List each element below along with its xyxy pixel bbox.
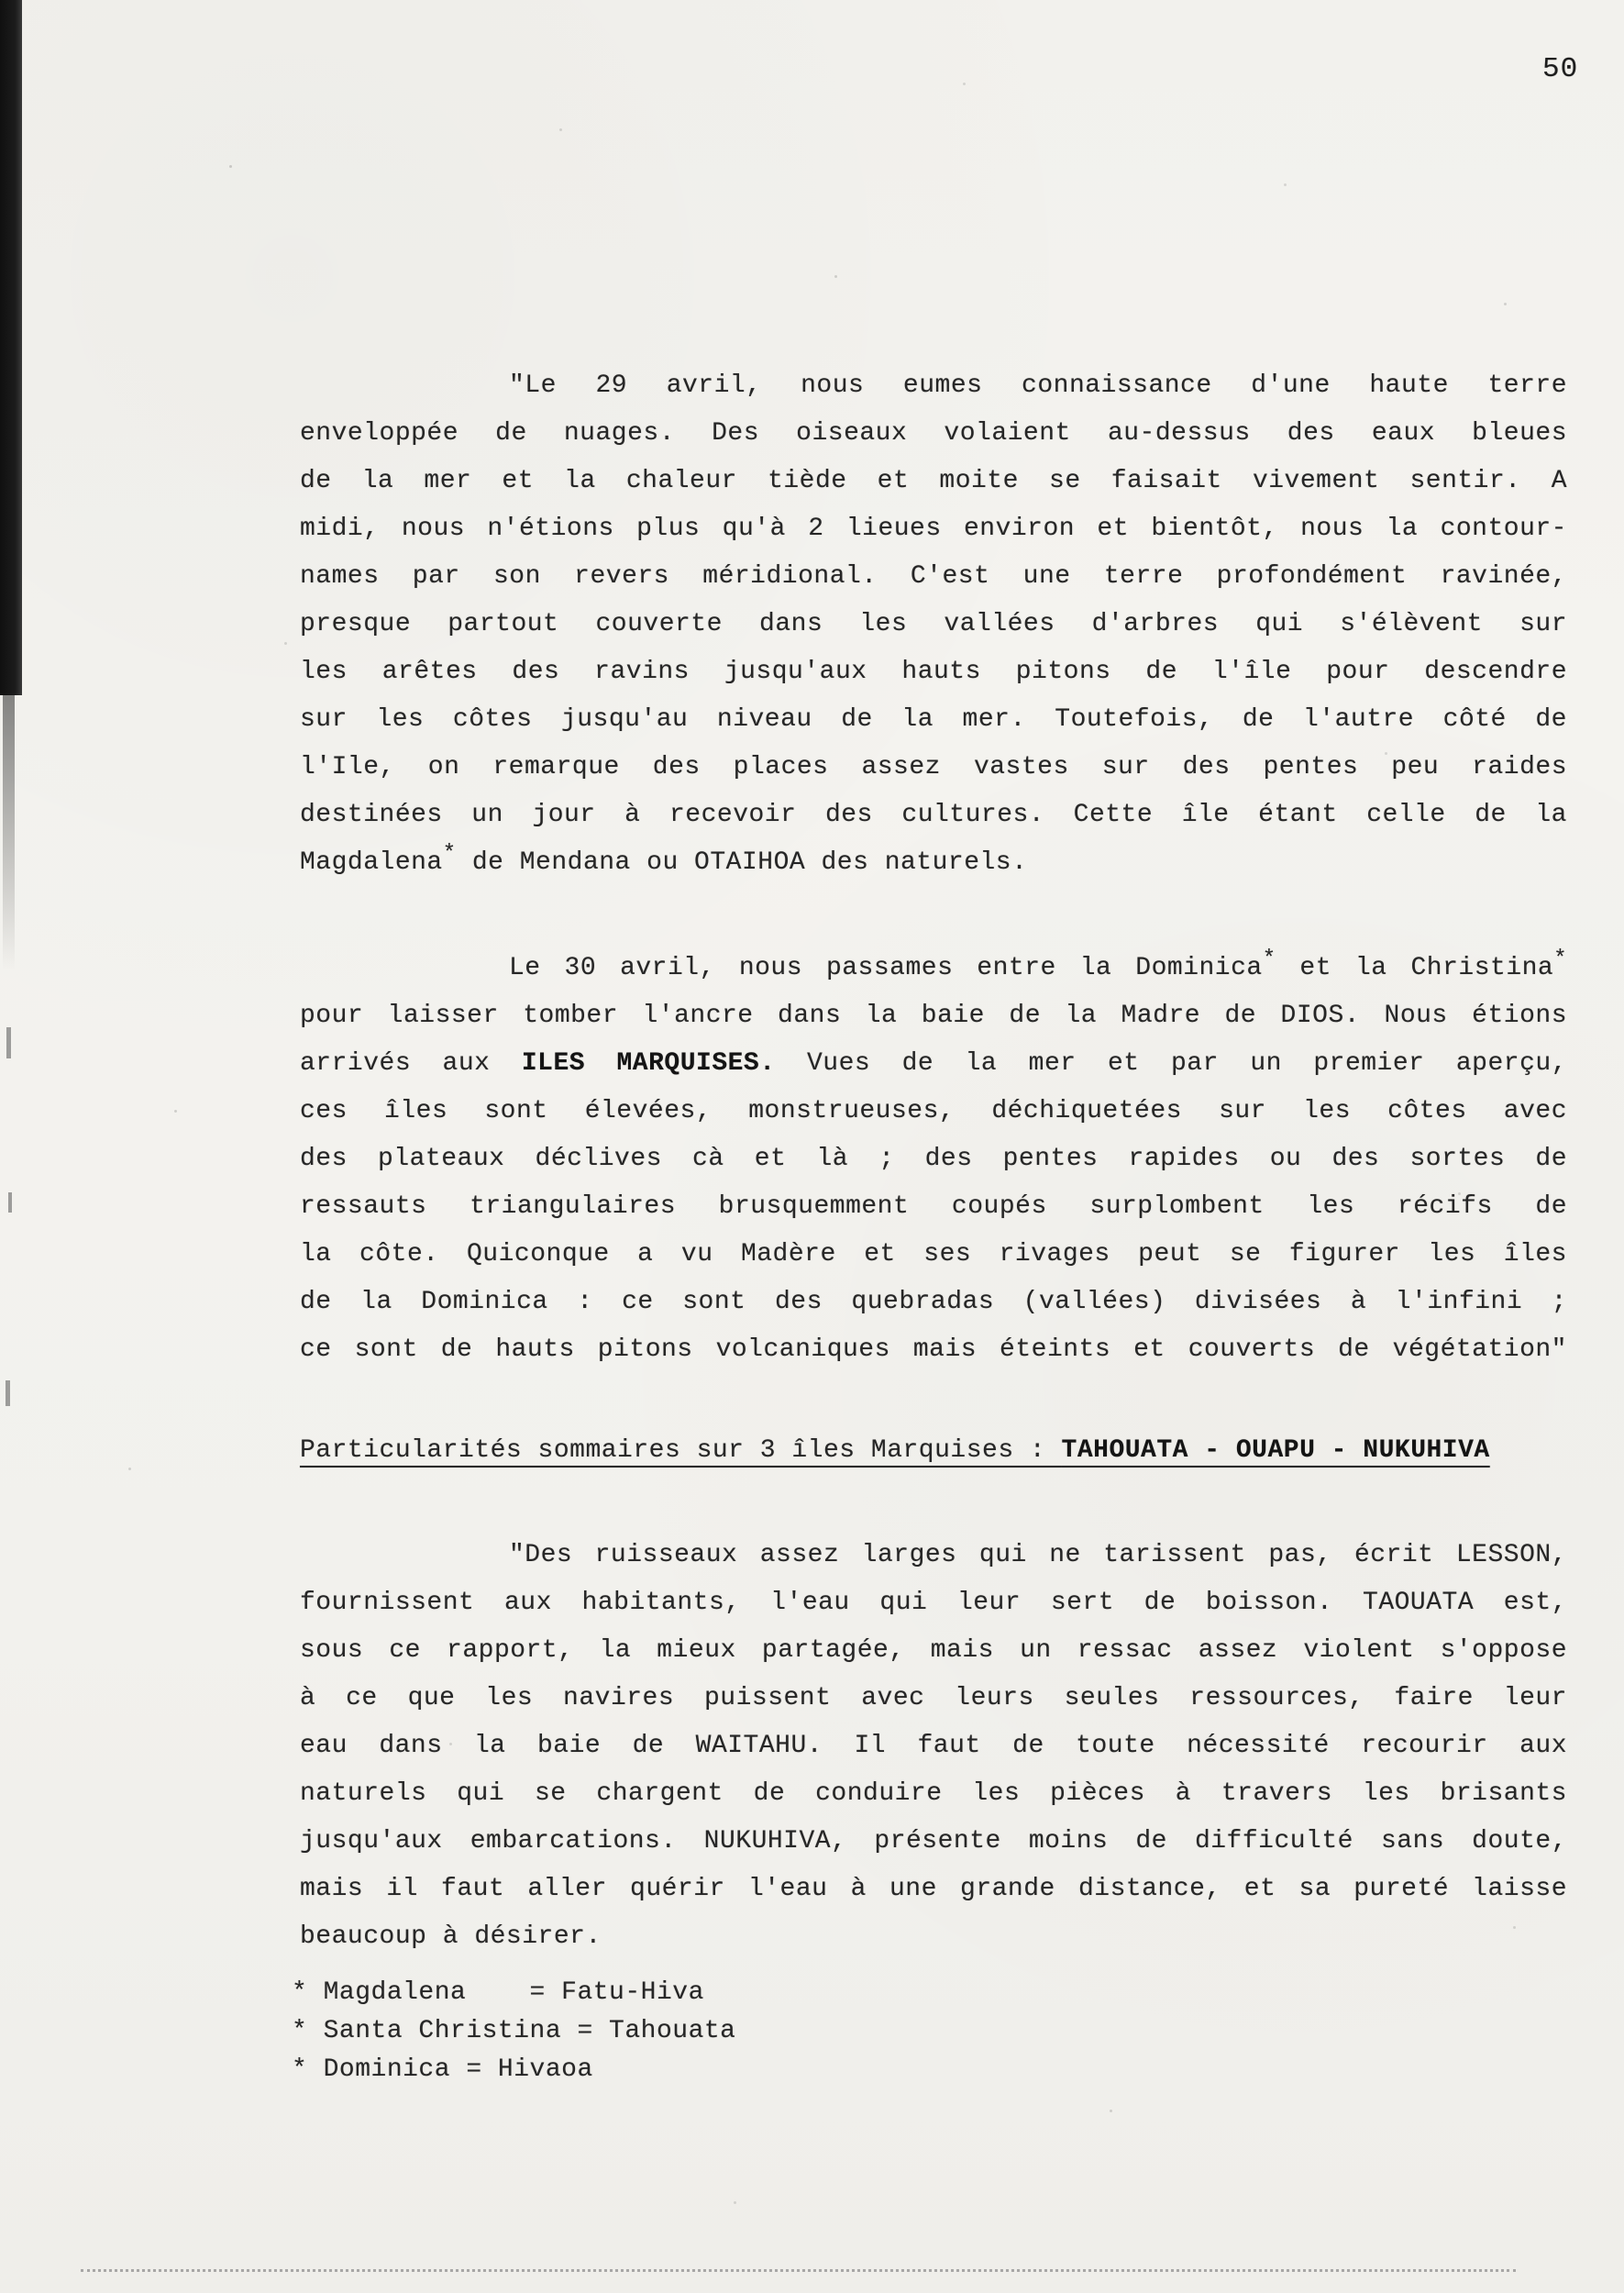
bold-text-run: TAHOUATA - OUAPU - NUKUHIVA [1061, 1436, 1490, 1465]
text-line [300, 648, 1567, 696]
text-run: des plateaux déclives cà et là ; des pentes rapides ou des sortes de [300, 1145, 1567, 1173]
footnote-marker: * [1262, 947, 1276, 972]
scan-edge-fade-artifact [3, 695, 15, 970]
text-line [300, 1183, 1567, 1231]
text-run: beaucoup à désirer. [300, 1922, 602, 1951]
text-run: Le 30 avril, nous passames entre la Dominica [509, 954, 1263, 982]
text-run: de Mendana ou OTAIHOA des naturels. [456, 848, 1028, 877]
text-line [300, 1279, 1567, 1326]
text-run: Vues de la mer et par un premier aperçu, [775, 1049, 1568, 1078]
text-line [300, 362, 1567, 410]
text-run: naturels qui se chargent de conduire les pièces à travers les brisants [300, 1779, 1567, 1808]
text-run: ce sont de hauts pitons volcaniques mais éteints et couverts de végétation" [300, 1335, 1567, 1364]
bold-text-run: ILES MARQUISES. [521, 1049, 776, 1078]
text-run: enveloppée de nuages. Des oiseaux volaient au-dessus des eaux bleues [300, 419, 1567, 448]
text-run: Magdalena [300, 848, 443, 877]
text-line [300, 1040, 1567, 1088]
paragraph [300, 362, 1567, 887]
text-line [300, 1135, 1567, 1183]
text-line [300, 1326, 1567, 1374]
text-run: et la Christina [1276, 954, 1554, 982]
footnote-line: * Magdalena = Fatu-Hiva [292, 1978, 704, 2007]
text-run: l'Ile, on remarque des places assez vastes sur des pentes peu raides [300, 753, 1567, 781]
text-run: sur les côtes jusqu'au niveau de la mer. Toutefois, de l'autre côté de [300, 705, 1567, 734]
text-line [300, 1088, 1567, 1135]
text-line [300, 1532, 1567, 1579]
text-line [300, 601, 1567, 648]
text-line [300, 792, 1567, 839]
text-run: midi, nous n'étions plus qu'à 2 lieues environ et bientôt, nous la contour- [300, 515, 1567, 543]
footnotes [292, 1974, 735, 2089]
paragraph [300, 945, 1567, 1374]
text-run: "Le 29 avril, nous eumes connaissance d'une haute terre [509, 371, 1567, 400]
text-line [300, 505, 1567, 553]
scan-mark-artifact [6, 1027, 11, 1058]
section-heading-text [300, 1436, 1490, 1465]
scan-noise-speckles [229, 165, 232, 168]
text-run: sous ce rapport, la mieux partagée, mais un ressac assez violent s'oppose [300, 1636, 1567, 1665]
text-run: presque partout couverte dans les vallées d'arbres qui s'élèvent sur [300, 610, 1567, 638]
footnote-marker: * [442, 841, 457, 867]
text-line [300, 1231, 1567, 1279]
text-run: à ce que les navires puissent avec leurs seules ressources, faire leur [300, 1684, 1567, 1712]
text-run: la côte. Quiconque a vu Madère et ses rivages peut se figurer les îles [300, 1240, 1567, 1268]
text-line [300, 1723, 1567, 1770]
text-line [300, 1627, 1567, 1675]
scan-edge-artifact [0, 0, 22, 695]
footnote-marker: * [1553, 947, 1568, 972]
text-run: ces îles sont élevées, monstrueuses, déchiquetées sur les côtes avec [300, 1097, 1567, 1125]
text-line [300, 1675, 1567, 1723]
text-line [300, 458, 1567, 505]
text-line [300, 945, 1567, 992]
text-line [300, 553, 1567, 601]
footnote-line: * Santa Christina = Tahouata [292, 2017, 736, 2045]
text-run: fournissent aux habitants, l'eau qui leur sert de boisson. TAOUATA est, [300, 1589, 1567, 1617]
page-number: 50 [1542, 53, 1579, 85]
text-run: Particularités sommaires sur 3 îles Marquises : [300, 1436, 1062, 1465]
text-run: de la mer et la chaleur tiède et moite se faisait vivement sentir. A [300, 467, 1567, 495]
text-run: mais il faut aller quérir l'eau à une grande distance, et sa pureté laisse [300, 1875, 1567, 1903]
text-line [300, 1579, 1567, 1627]
text-line [300, 992, 1567, 1040]
text-line [300, 839, 1567, 887]
text-line [300, 1770, 1567, 1818]
scan-mark-artifact [8, 1192, 12, 1213]
text-run: names par son revers méridional. C'est une terre profondément ravinée, [300, 562, 1567, 591]
text-line [300, 1866, 1567, 1913]
text-run: destinées un jour à recevoir des cultures. Cette île étant celle de la [300, 801, 1567, 829]
text-run: eau dans la baie de WAITAHU. Il faut de toute nécessité recourir aux [300, 1732, 1567, 1760]
text-run: de la Dominica : ce sont des quebradas (vallées) divisées à l'infini ; [300, 1288, 1567, 1316]
bottom-scan-line-artifact [81, 2269, 1516, 2272]
text-run: ressauts triangulaires brusquemment coupés surplombent les récifs de [300, 1192, 1567, 1221]
text-line [300, 696, 1567, 744]
paragraph [300, 1532, 1567, 1961]
text-line [300, 1913, 1567, 1961]
footnote-line: * Dominica = Hivaoa [292, 2055, 593, 2084]
text-line [300, 744, 1567, 792]
scan-mark-artifact [6, 1380, 10, 1406]
text-run: "Des ruisseaux assez larges qui ne tarissent pas, écrit LESSON, [509, 1541, 1567, 1569]
section-heading [300, 1427, 1567, 1475]
text-line [300, 1818, 1567, 1866]
text-run: les arêtes des ravins jusqu'aux hauts pitons de l'île pour descendre [300, 658, 1567, 686]
text-run: jusqu'aux embarcations. NUKUHIVA, présente moins de difficulté sans doute, [300, 1827, 1567, 1855]
text-run: arrivés aux [300, 1049, 522, 1078]
text-run: pour laisser tomber l'ancre dans la baie de la Madre de DIOS. Nous étions [300, 1002, 1567, 1030]
text-line [300, 410, 1567, 458]
